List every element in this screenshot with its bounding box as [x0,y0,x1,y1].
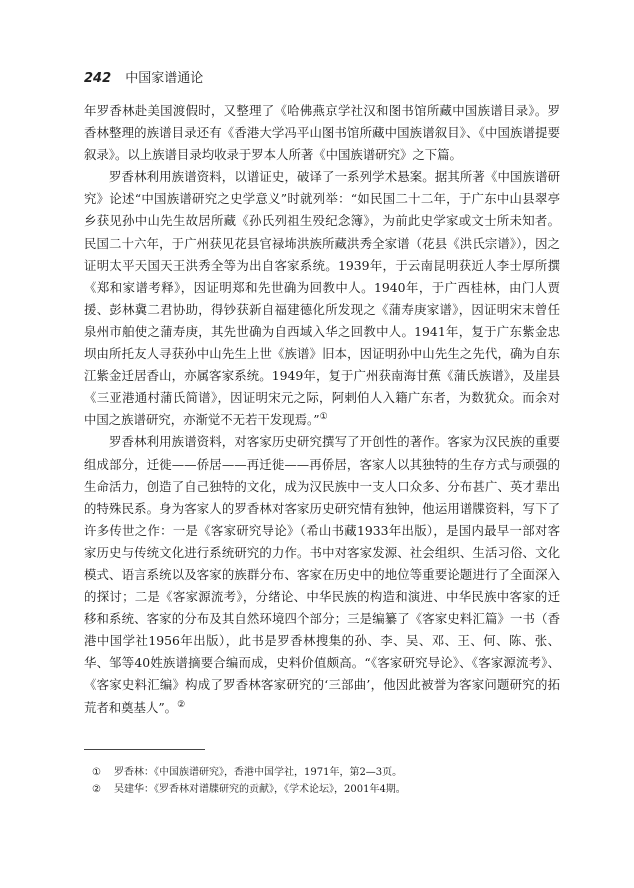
footnote-item [84,781,560,798]
footnote-text: 罗香林：《中国族谱研究》，香港中国学社，1971年，第2—3页。 [114,767,403,778]
paragraph-text: 年罗香林赴美国渡假时，又整理了《哈佛燕京学社汉和图书馆所藏中国族谱目录》。罗香林整理的族谱目录还有《香港大学冯平山图书馆所藏中国族谱叙目》、《中国族谱提要叙录》。以上族谱目录均收录于罗本人所著《中国族谱研究》之下篇。 [84,103,560,163]
footnote-mark: ① [92,767,101,778]
footnote-ref[interactable]: ① [319,412,328,423]
footnote-mark: ② [92,784,101,795]
page-header [84,67,203,86]
body-text [84,100,560,719]
paragraph-genealogy-research [84,166,560,431]
paragraph-hakka-research [84,431,560,718]
paragraph-continuation [84,100,560,166]
running-title: 中国家谱通论 [125,71,204,86]
paragraph-text: 罗香林利用族谱资料，以谱证史，破译了一系列学术悬案。据其所著《中国族谱研究》论述“中国族谱研究之史学意义”时就列举：“如民国二十二年，于广东中山县翠亭乡获见孙中山先生故居所藏《孙氏列祖生殁纪念簿》，为前此史学家或文士所未知者。民国二十六年，于广州获见花县官禄㘵洪族所藏洪秀全家谱（花县《洪氏宗谱》），因之证明太平天国天王洪秀全等为出自客家系统。1939年，于云南昆明获近人李士厚所撰《郑和家谱考释》，因证明郑和先世确为回教中人。1940年，于广西桂林，由门人贾援、彭林冀二君协助，得钞获新自福建德化所发现之《蒲寿庚家谱》，因证明宋末曾任泉州市舶使之蒲寿庚，其先世确为自西域入华之回教中人。1941年，复于广东紫金忠坝由所托友人寻获孙中山先生上世《族谱》旧本，因证明孙中山先生之先代，确为自东江紫金迁居香山，亦属客家系统。1949年，复于广州获南海甘蕉《蒲氏族谱》，及崖县《三亚港通村蒲氏简谱》，因证明宋元之际，阿剌伯人入籍广东者，为数犹众。而余对中国之族谱研究，亦渐觉不无若干发现焉。” [84,169,560,428]
footnote-item [84,764,560,781]
paragraph-text: 罗香林利用族谱资料，对客家历史研究撰写了开创性的著作。客家为汉民族的重要组成部分，迁徙——侨居——再迁徙——再侨居，客家人以其独特的生存方式与顽强的生命活力，创造了自己独特的文化，成为汉民族中一支人口众多、分布甚广、英才辈出的特殊民系。身为客家人的罗香林对客家历史研究情有独钟，他运用谱牒资料，写下了许多传世之作：一是《客家研究导论》（希山书藏1933年出版），是国内最早一部对客家历史与传统文化进行系统研究的力作。书中对客家发源、社会组织、生活习俗、文化模式、语言系统以及客家的族群分布、客家在历史中的地位等重要论题进行了全面深入的探讨；二是《客家源流考》，分绪论、中华民族的构造和演进、中华民族中客家的迁移和系统、客家的分布及其自然环境四个部分；三是编纂了《客家史料汇篇》一书（香港中国学社1956年出版），此书是罗香林搜集的孙、李、吴、邓、王、何、陈、张、华、邹等40姓族谱摘要合编而成，史料价值颇高。“《客家研究导论》、《客家源流考》、《客家史料汇编》构成了罗香林客家研究的‘三部曲’，他因此被誉为客家问题研究的拓荒者和奠基人”。 [84,434,560,715]
footnotes [84,764,560,798]
footnote-ref[interactable]: ② [177,699,186,710]
page-number: 242 [84,71,112,86]
footnote-text: 吴建华：《罗香林对谱牒研究的贡献》，《学术论坛》，2001年4期。 [114,784,406,795]
footnote-divider [84,749,205,750]
